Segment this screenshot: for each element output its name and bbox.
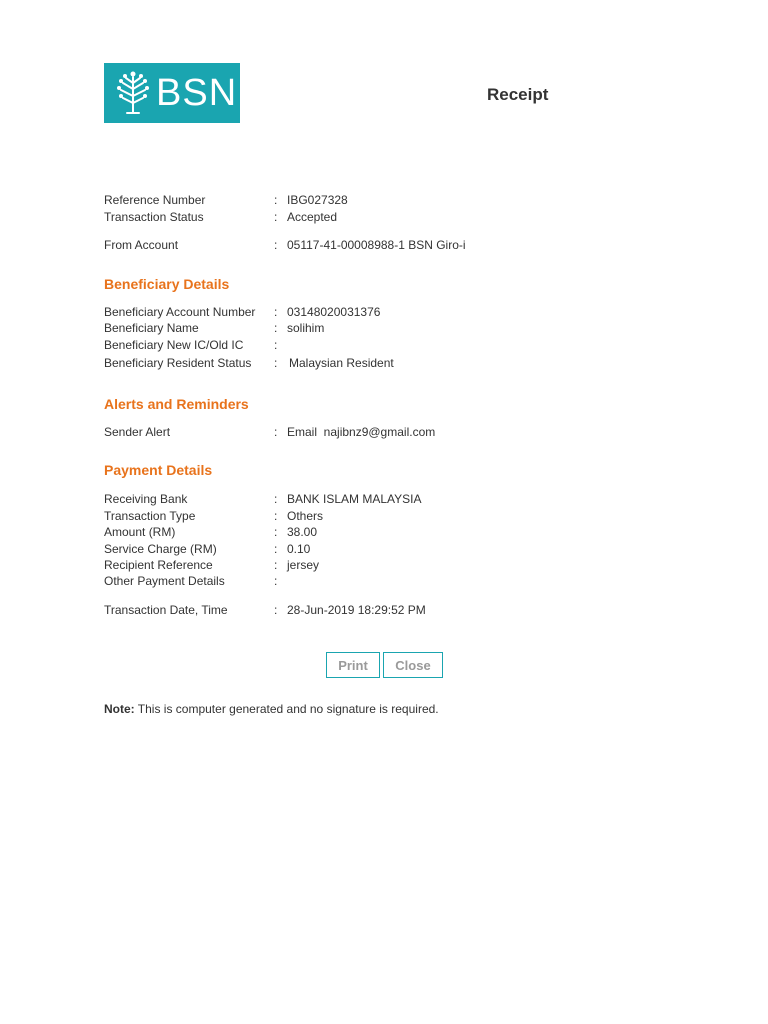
field-separator: : (274, 210, 278, 224)
brand-name: BSN (156, 72, 238, 114)
field-value: 38.00 (287, 525, 318, 539)
field-value: 28-Jun-2019 18:29:52 PM (287, 603, 426, 617)
field-label: Recipient Reference (104, 558, 213, 572)
field-separator: : (274, 321, 278, 335)
field-label: Receiving Bank (104, 492, 188, 506)
field-value: Malaysian Resident (289, 356, 394, 370)
print-button[interactable]: Print (326, 652, 380, 678)
field-label: Amount (RM) (104, 525, 176, 539)
tree-icon (116, 69, 150, 117)
field-label: Transaction Status (104, 210, 204, 224)
footer-note (104, 702, 439, 716)
field-value: BANK ISLAM MALAYSIA (287, 492, 422, 506)
field-label: Beneficiary New IC/Old IC (104, 338, 244, 352)
field-label: Transaction Type (104, 509, 196, 523)
field-label: Reference Number (104, 193, 206, 207)
field-separator: : (274, 542, 278, 556)
field-separator: : (274, 425, 278, 439)
field-value: jersey (287, 558, 320, 572)
field-label: Sender Alert (104, 425, 171, 439)
note-text: This is computer generated and no signature is required. (134, 702, 439, 716)
payment-heading: Payment Details (104, 462, 213, 478)
field-separator: : (274, 603, 278, 617)
field-label: Other Payment Details (104, 574, 225, 588)
field-value: 05117-41-00008988-1 BSN Giro-i (287, 238, 466, 252)
field-label: From Account (104, 238, 179, 252)
field-label: Beneficiary Account Number (104, 305, 256, 319)
field-value: solihim (287, 321, 325, 335)
field-value: 03148020031376 (287, 305, 381, 319)
field-separator: : (274, 238, 278, 252)
bsn-logo (104, 63, 240, 123)
field-separator: : (274, 356, 278, 370)
field-value: 0.10 (287, 542, 311, 556)
close-button[interactable]: Close (383, 652, 443, 678)
page-title: Receipt (487, 85, 549, 104)
field-separator: : (274, 338, 278, 352)
field-label: Service Charge (RM) (104, 542, 217, 556)
field-value: IBG027328 (287, 193, 348, 207)
field-separator: : (274, 558, 278, 572)
field-value: Others (287, 509, 324, 523)
note-label: Note: (104, 702, 135, 716)
field-separator: : (274, 525, 278, 539)
field-separator: : (274, 574, 278, 588)
field-separator: : (274, 305, 278, 319)
field-value: Accepted (287, 210, 338, 224)
field-label: Beneficiary Resident Status (104, 356, 252, 370)
field-separator: : (274, 193, 278, 207)
field-label: Transaction Date, Time (104, 603, 228, 617)
field-separator: : (274, 509, 278, 523)
beneficiary-heading: Beneficiary Details (104, 276, 230, 292)
field-value: Email najibnz9@gmail.com (287, 425, 436, 439)
alerts-heading: Alerts and Reminders (104, 396, 249, 412)
field-label: Beneficiary Name (104, 321, 199, 335)
field-separator: : (274, 492, 278, 506)
